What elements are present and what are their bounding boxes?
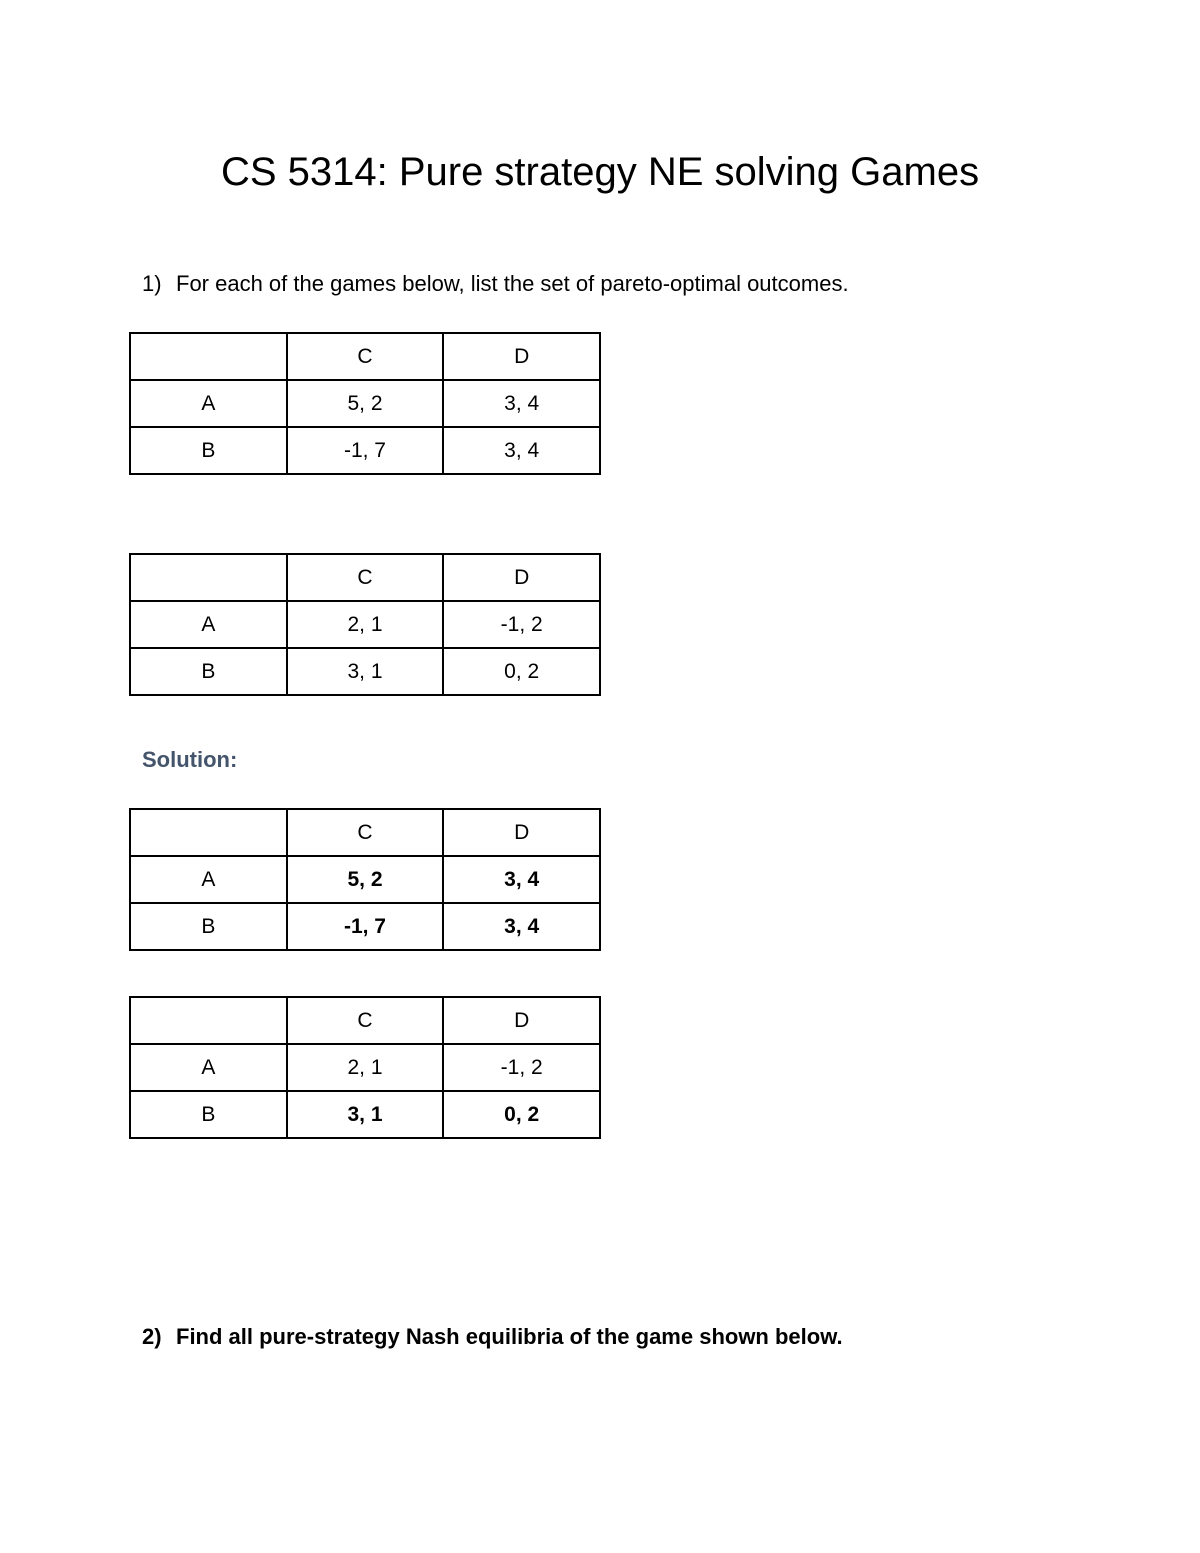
table-row xyxy=(130,1044,600,1091)
table-header-row xyxy=(130,333,600,380)
table-row xyxy=(130,1091,600,1138)
row-header-b: B xyxy=(130,648,287,695)
payoff-cell-ac: 5, 2 xyxy=(287,380,444,427)
payoff-cell-ad: -1, 2 xyxy=(443,1044,600,1091)
payoff-cell-ac: 2, 1 xyxy=(287,1044,444,1091)
table-corner-cell xyxy=(130,554,287,601)
row-header-a: A xyxy=(130,601,287,648)
question-2-text: Find all pure-strategy Nash equilibria of the game shown below. xyxy=(176,1324,843,1349)
game-table-2 xyxy=(129,553,601,696)
pareto-optimal-cell-bc: -1, 7 xyxy=(287,903,444,950)
page-title: CS 5314: Pure strategy NE solving Games xyxy=(220,150,980,194)
table-corner-cell xyxy=(130,333,287,380)
table-corner-cell xyxy=(130,997,287,1044)
column-header-d: D xyxy=(443,554,600,601)
question-2 xyxy=(142,1322,843,1352)
column-header-c: C xyxy=(287,554,444,601)
row-header-a: A xyxy=(130,856,287,903)
payoff-cell-bd: 0, 2 xyxy=(443,648,600,695)
payoff-cell-bd: 3, 4 xyxy=(443,427,600,474)
column-header-d: D xyxy=(443,333,600,380)
payoff-cell-bc: -1, 7 xyxy=(287,427,444,474)
pareto-optimal-cell-ad: 3, 4 xyxy=(443,856,600,903)
question-1-text: For each of the games below, list the set of pareto-optimal outcomes. xyxy=(176,271,849,296)
table-header-row xyxy=(130,809,600,856)
question-2-number: 2) xyxy=(142,1324,162,1349)
payoff-cell-bc: 3, 1 xyxy=(287,648,444,695)
table-row xyxy=(130,856,600,903)
game-table-1 xyxy=(129,332,601,475)
question-1 xyxy=(142,269,849,299)
row-header-b: B xyxy=(130,1091,287,1138)
table-row xyxy=(130,903,600,950)
column-header-c: C xyxy=(287,333,444,380)
pareto-optimal-cell-ac: 5, 2 xyxy=(287,856,444,903)
column-header-c: C xyxy=(287,809,444,856)
table-row xyxy=(130,601,600,648)
column-header-d: D xyxy=(443,997,600,1044)
pareto-optimal-cell-bd: 3, 4 xyxy=(443,903,600,950)
row-header-a: A xyxy=(130,380,287,427)
column-header-c: C xyxy=(287,997,444,1044)
question-1-number: 1) xyxy=(142,271,162,296)
row-header-b: B xyxy=(130,427,287,474)
table-corner-cell xyxy=(130,809,287,856)
table-header-row xyxy=(130,997,600,1044)
payoff-cell-ad: 3, 4 xyxy=(443,380,600,427)
solution-label: Solution: xyxy=(142,747,238,772)
table-row xyxy=(130,648,600,695)
solution-table-1 xyxy=(129,808,601,951)
row-header-b: B xyxy=(130,903,287,950)
solution-table-2 xyxy=(129,996,601,1139)
row-header-a: A xyxy=(130,1044,287,1091)
table-row xyxy=(130,427,600,474)
table-row xyxy=(130,380,600,427)
table-header-row xyxy=(130,554,600,601)
column-header-d: D xyxy=(443,809,600,856)
payoff-cell-ac: 2, 1 xyxy=(287,601,444,648)
pareto-optimal-cell-bc: 3, 1 xyxy=(287,1091,444,1138)
pareto-optimal-cell-bd: 0, 2 xyxy=(443,1091,600,1138)
payoff-cell-ad: -1, 2 xyxy=(443,601,600,648)
